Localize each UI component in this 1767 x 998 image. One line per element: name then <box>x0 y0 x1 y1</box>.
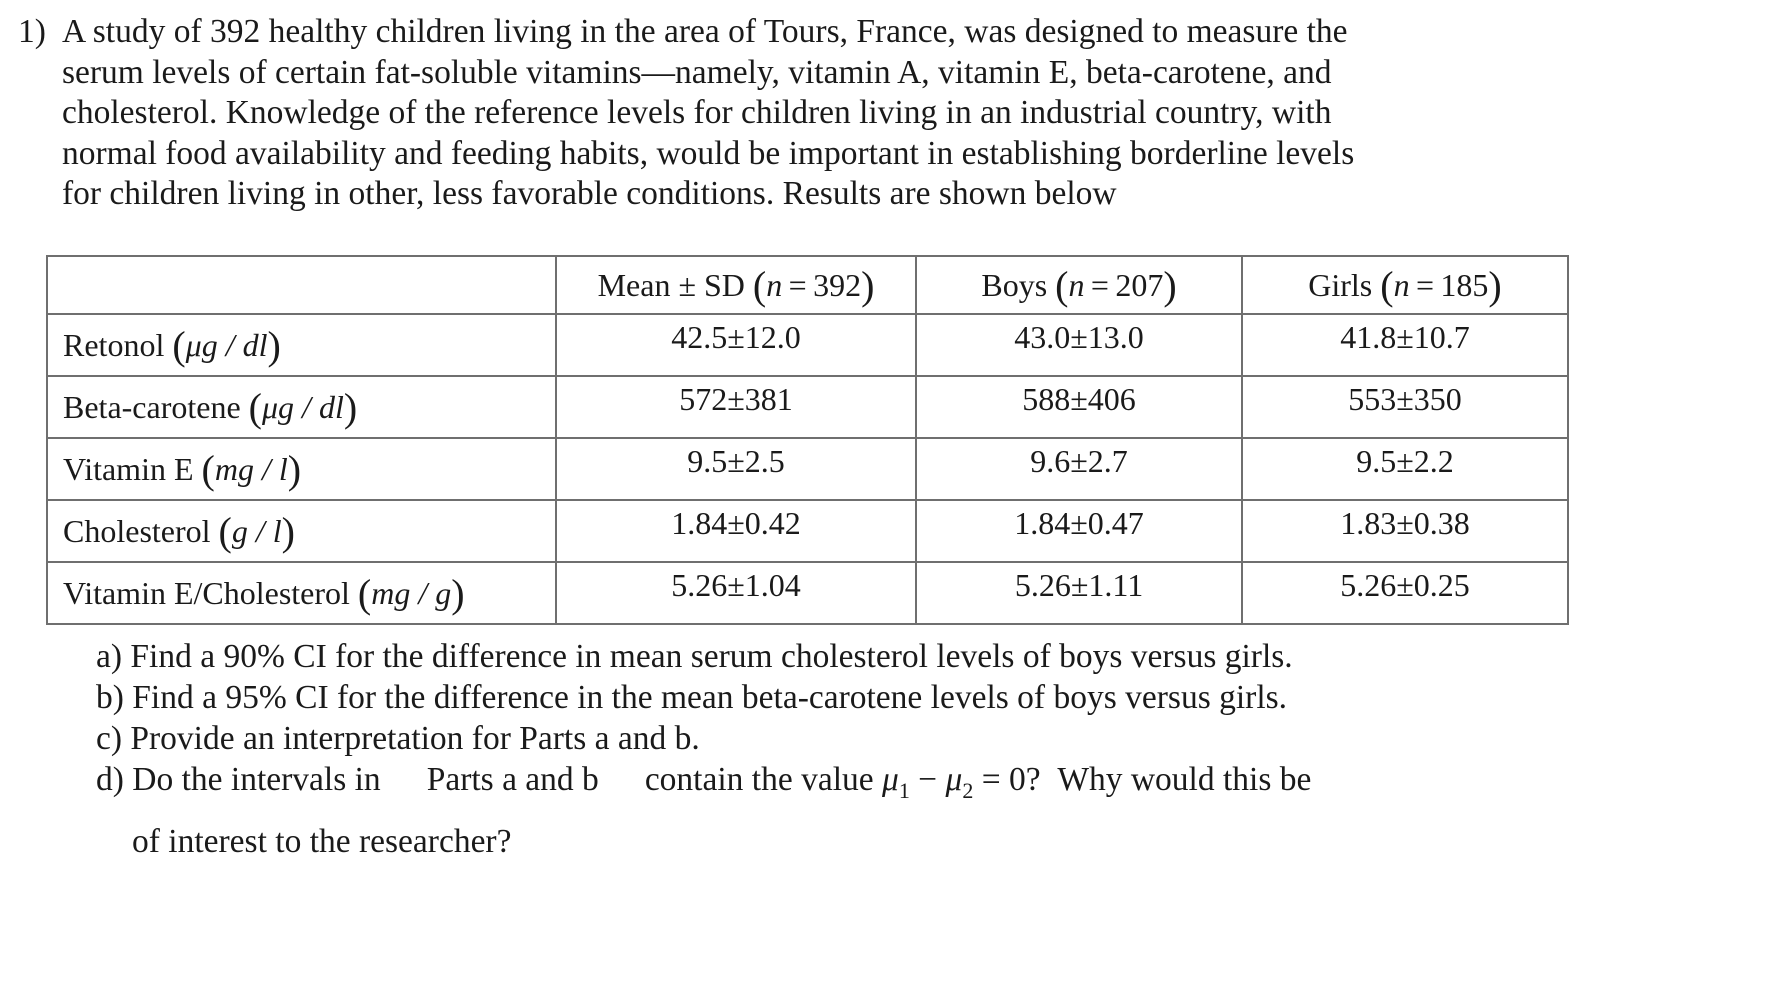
intro-line: for children living in other, less favorable conditions. Results are shown below <box>62 175 1117 212</box>
cell-value: 9.5±2.5 <box>556 438 916 500</box>
table-header-row <box>47 256 1568 314</box>
unit: mg / g <box>371 574 452 611</box>
cell-value: 42.5±12.0 <box>556 314 916 376</box>
row-label: Vitamin E/Cholesterol (mg / g) <box>47 562 556 624</box>
header-empty-cell <box>47 256 556 314</box>
cell-value: 553±350 <box>1242 376 1568 438</box>
unit: μg / dl <box>185 326 268 363</box>
cell-value: 572±381 <box>556 376 916 438</box>
question-c <box>96 718 1311 759</box>
header-n: 185 <box>1440 266 1489 303</box>
cell-value: 5.26±1.04 <box>556 562 916 624</box>
results-table <box>46 255 1569 625</box>
row-label: Retonol (μg / dl) <box>47 314 556 376</box>
cell-value: 9.6±2.7 <box>916 438 1242 500</box>
header-n: 392 <box>813 266 862 303</box>
question-d-parts: Parts a and b <box>426 761 599 798</box>
question-a: a) Find a 90% CI for the difference in mean serum cholesterol levels of boys versus girls. <box>96 638 1293 675</box>
header-label: Girls <box>1308 266 1373 303</box>
header-label: Mean ± SD <box>597 266 745 303</box>
cell-value: 41.8±10.7 <box>1242 314 1568 376</box>
unit: g / l <box>231 512 282 549</box>
intro-line: serum levels of certain fat-soluble vitamins—namely, vitamin A, vitamin E, beta-carotene, and <box>62 53 1332 91</box>
question-list <box>96 636 1311 862</box>
header-label: Boys <box>981 266 1048 303</box>
cell-value: 9.5±2.2 <box>1242 438 1568 500</box>
n-symbol: n <box>1068 266 1085 303</box>
table-row <box>47 500 1568 562</box>
n-symbol: n <box>766 266 783 303</box>
cell-value: 5.26±0.25 <box>1242 562 1568 624</box>
unit: μg / dl <box>261 388 344 425</box>
question-d <box>96 759 1311 811</box>
unit: mg / l <box>214 450 288 487</box>
table-row <box>47 562 1568 624</box>
problem-intro <box>18 12 1758 215</box>
cell-value: 1.84±0.42 <box>556 500 916 562</box>
question-b: b) Find a 95% CI for the difference in the mean beta-carotene levels of boys versus girls. <box>96 679 1288 716</box>
question-c-parts: Parts a and b. <box>519 720 700 757</box>
table-row <box>47 438 1568 500</box>
cell-value: 5.26±1.11 <box>916 562 1242 624</box>
question-d-continuation: of interest to the researcher? <box>132 823 512 860</box>
row-label: Cholesterol (g / l) <box>47 500 556 562</box>
header-girls: Girls (n = 185) <box>1242 256 1568 314</box>
n-symbol: n <box>1393 266 1410 303</box>
row-label: Vitamin E (mg / l) <box>47 438 556 500</box>
row-label: Beta-carotene (μg / dl) <box>47 376 556 438</box>
cell-value: 1.84±0.47 <box>916 500 1242 562</box>
header-n: 207 <box>1115 266 1164 303</box>
intro-line: normal food availability and feeding habits, would be important in establishing borderline levels <box>62 134 1355 172</box>
question-d-formula: contain the value $\mu_1 - \mu_2 = 0$? Why would this be <box>644 761 1312 803</box>
problem-number: 1) <box>18 13 46 50</box>
problem-statement <box>62 12 1462 215</box>
intro-line: cholesterol. Knowledge of the reference levels for children living in an industrial country, with <box>62 94 1332 131</box>
table-row <box>47 314 1568 376</box>
intro-line: A study of 392 healthy children living in the area of Tours, France, was designed to measure the <box>62 13 1348 50</box>
header-boys: Boys (n = 207) <box>916 256 1242 314</box>
question-c-text: c) Provide an interpretation for <box>96 720 511 757</box>
cell-value: 43.0±13.0 <box>916 314 1242 376</box>
cell-value: 588±406 <box>916 376 1242 438</box>
header-mean-sd: Mean ± SD (n = 392) <box>556 256 916 314</box>
question-d-text: d) Do the intervals in <box>96 761 381 798</box>
table-row <box>47 376 1568 438</box>
cell-value: 1.83±0.38 <box>1242 500 1568 562</box>
